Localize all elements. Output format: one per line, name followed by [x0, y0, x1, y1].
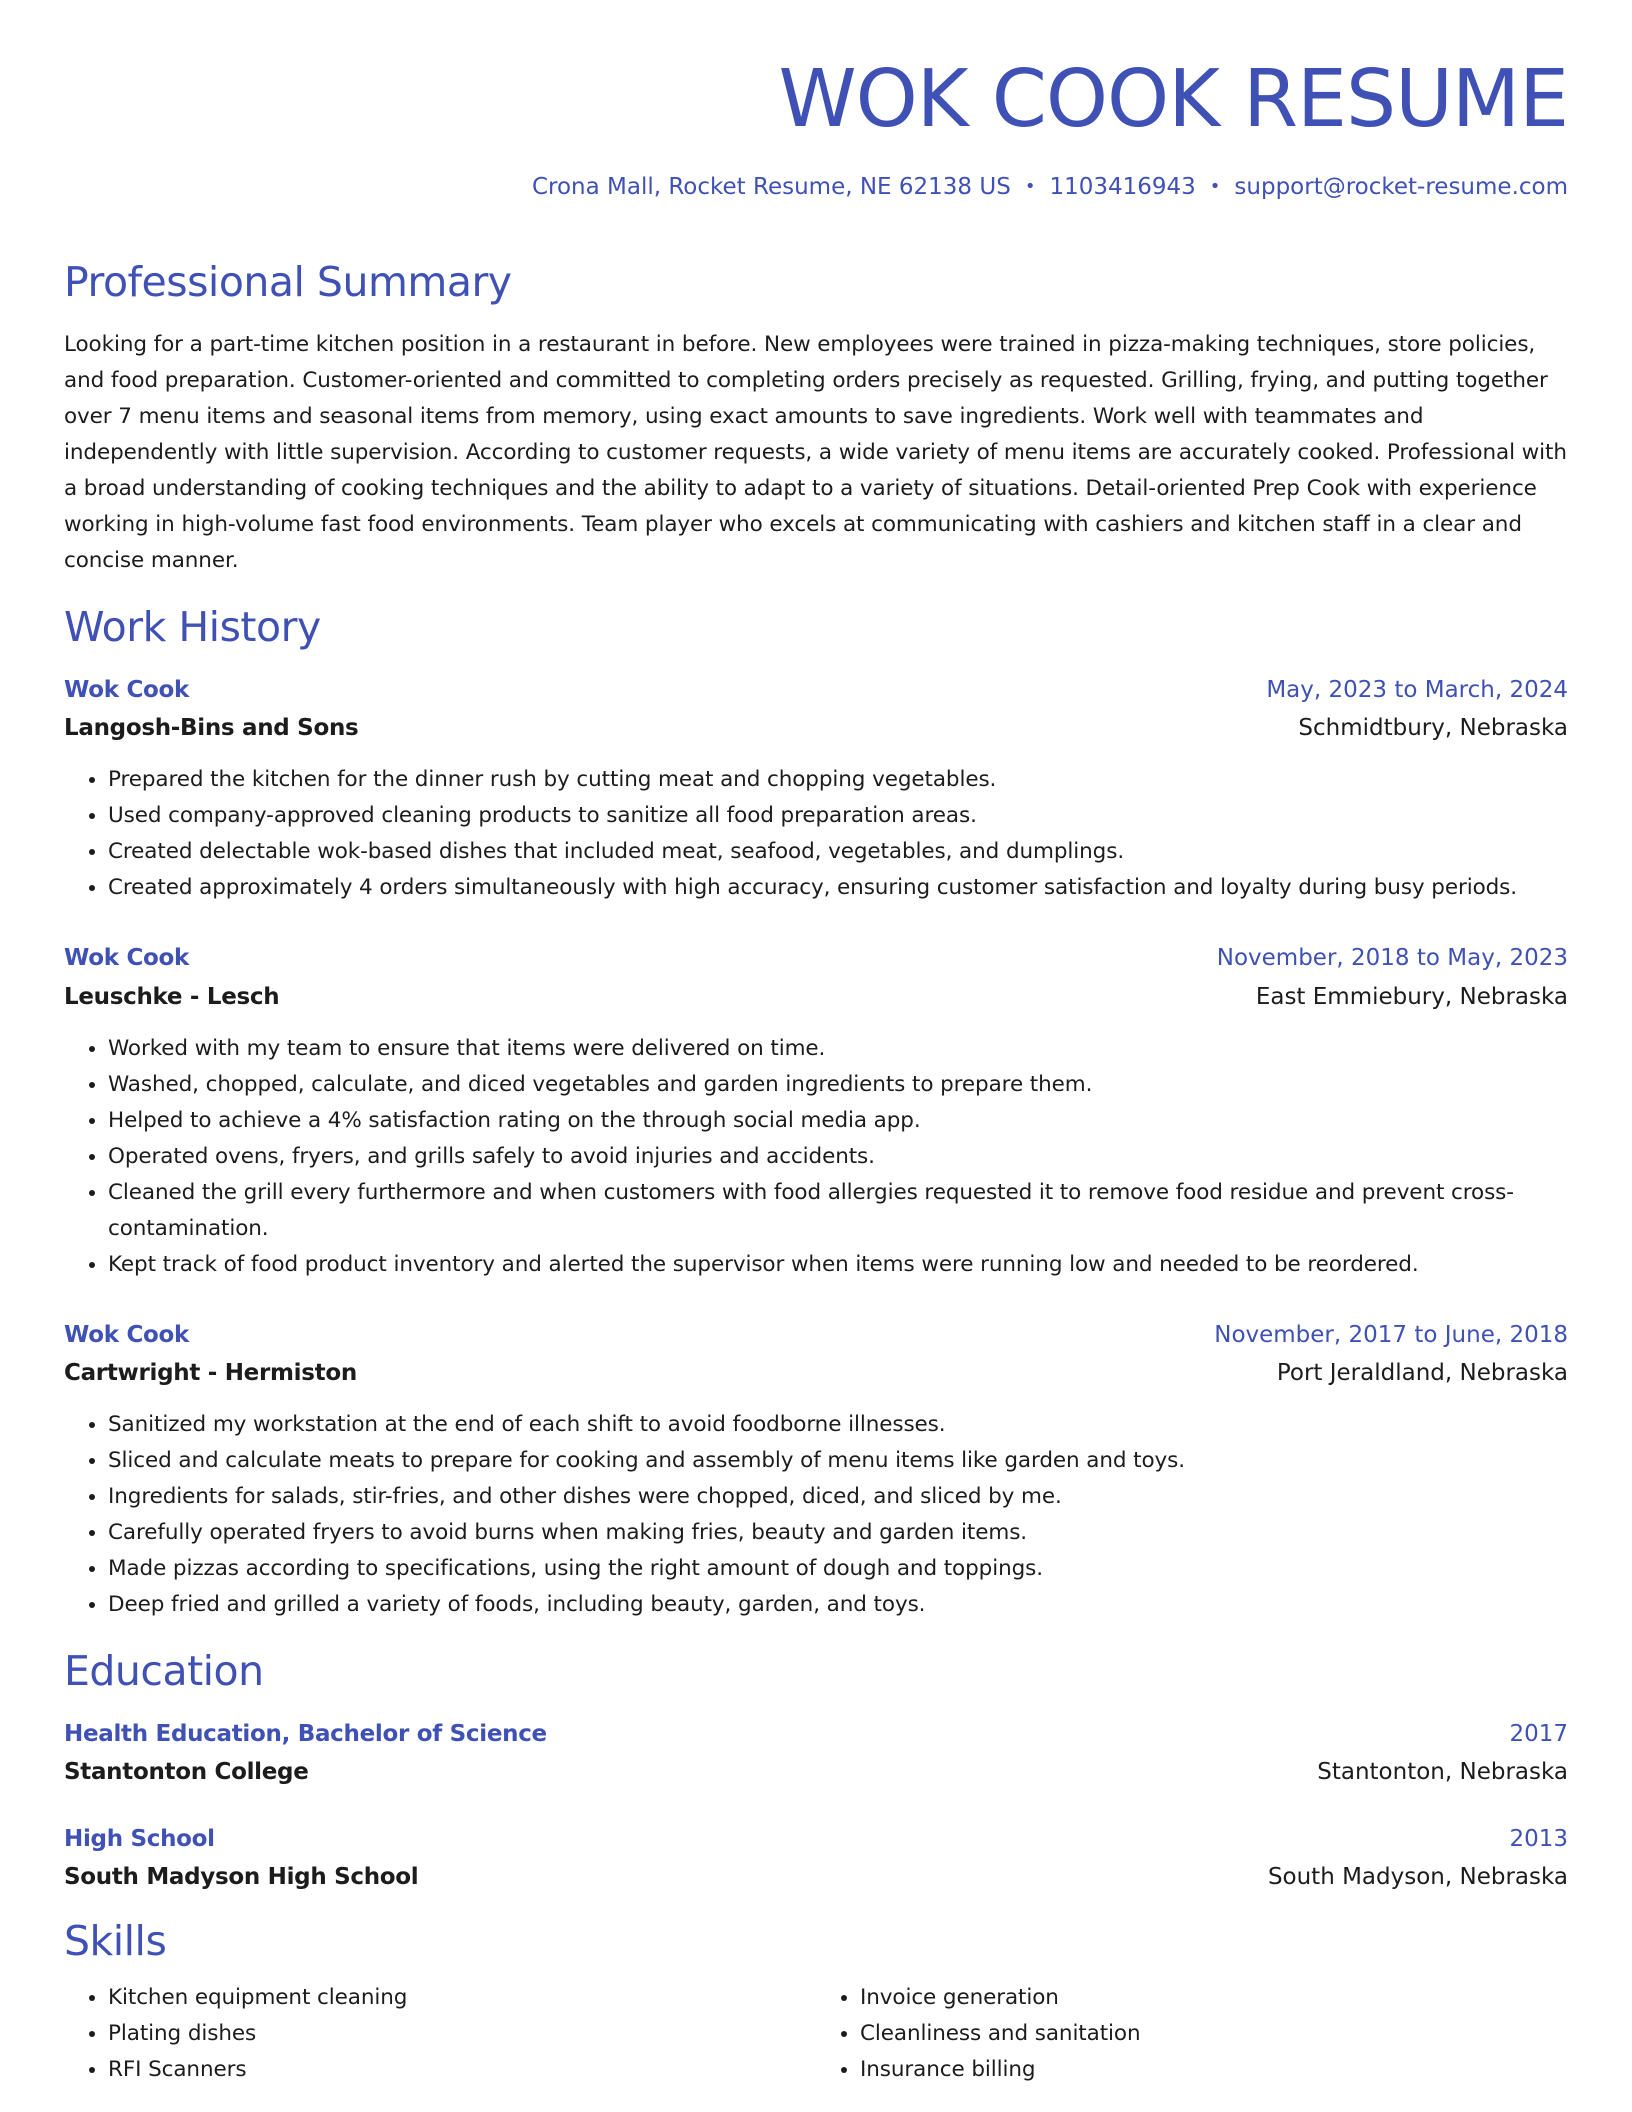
job-bullets [64, 1407, 1568, 1623]
contact-address: Crona Mall, Rocket Resume, NE 62138 US [531, 174, 1011, 200]
skill-item: • Insurance billing [860, 2052, 1568, 2088]
education-entry [64, 1718, 1568, 1788]
job-bullets [64, 762, 1568, 906]
education-school: Stantonton College [64, 1759, 309, 1786]
skills-list [816, 1980, 1568, 2088]
education-school: South Madyson High School [64, 1863, 419, 1890]
skill-item: • Kitchen equipment cleaning [108, 1980, 816, 2016]
separator-dot: • [1209, 176, 1221, 197]
skills-column-left [64, 1980, 816, 2088]
education-entry [64, 1823, 1568, 1893]
education-degree: Health Education, Bachelor of Science [64, 1721, 547, 1748]
section-heading-skills: Skills [64, 1917, 167, 1966]
skills-list [64, 1980, 816, 2088]
job-bullet: • Prepared the kitchen for the dinner rush by cutting meat and chopping vegetables. [108, 762, 1568, 798]
job-entry [64, 942, 1568, 1282]
section-heading-summary: Professional Summary [64, 257, 512, 306]
job-bullet: • Sanitized my workstation at the end of each shift to avoid foodborne illnesses. [108, 1407, 1568, 1443]
section-heading-work-history: Work History [64, 602, 321, 651]
contact-email[interactable]: support@rocket-resume.com [1234, 174, 1568, 200]
job-dates: November, 2017 to June, 2018 [1214, 1321, 1568, 1348]
job-dates: May, 2023 to March, 2024 [1266, 676, 1568, 703]
job-company: Leuschke - Lesch [64, 983, 280, 1010]
job-dates: November, 2018 to May, 2023 [1216, 945, 1568, 972]
job-entry [64, 674, 1568, 906]
summary-paragraph: Looking for a part-time kitchen position in a restaurant in before. New employees were trained in pizza-making techniques, store policies, and food preparation. Customer-oriented and committed to completing orders precisely as requested. Grilling, frying, and putting together over 7 menu items and seasonal items from memory, using exact amounts to save ingredients. Work well with teammates and independently with little supervision. According to customer requests, a wide variety of menu items are accurately cooked. Professional with a broad understanding of cooking techniques and the ability to adapt to a variety of situations. Detail-oriented Prep Cook with experience working in high-volume fast food environments. Team player who excels at communicating with cashiers and kitchen staff in a clear and concise manner. [64, 331, 1567, 573]
education-degree: High School [64, 1825, 215, 1852]
skill-item: • Cleanliness and sanitation [860, 2016, 1568, 2052]
job-bullet: • Kept track of food product inventory and alerted the supervisor when items were running low and needed to be reordered. [108, 1247, 1568, 1283]
job-company: Cartwright - Hermiston [64, 1359, 357, 1386]
job-bullet: • Carefully operated fryers to avoid burns when making fries, beauty and garden items. [108, 1515, 1568, 1551]
education-year: 2017 [1509, 1721, 1568, 1748]
separator-dot: • [1024, 176, 1036, 197]
job-location: East Emmiebury, Nebraska [1255, 983, 1568, 1010]
job-location: Port Jeraldland, Nebraska [1276, 1359, 1568, 1386]
section-heading-education: Education [64, 1647, 264, 1696]
job-company: Langosh-Bins and Sons [64, 715, 359, 742]
education-location: South Madyson, Nebraska [1267, 1863, 1568, 1890]
job-bullet: • Ingredients for salads, stir-fries, and other dishes were chopped, diced, and sliced by me. [108, 1479, 1568, 1515]
skill-item: • Plating dishes [108, 2016, 816, 2052]
skill-item: • Invoice generation [860, 1980, 1568, 2016]
job-bullet: • Created approximately 4 orders simultaneously with high accuracy, ensuring customer satisfaction and loyalty during busy periods. [108, 870, 1568, 906]
job-bullet: • Made pizzas according to specifications, using the right amount of dough and toppings. [108, 1551, 1568, 1587]
job-bullet: • Deep fried and grilled a variety of foods, including beauty, garden, and toys. [108, 1587, 1568, 1623]
job-bullet: • Helped to achieve a 4% satisfaction rating on the through social media app. [108, 1103, 1568, 1139]
contact-line [64, 174, 1568, 202]
education-location: Stantonton, Nebraska [1317, 1759, 1568, 1786]
job-title: Wok Cook [64, 1321, 190, 1348]
job-bullet: • Used company-approved cleaning products to sanitize all food preparation areas. [108, 798, 1568, 834]
job-bullet: • Created delectable wok-based dishes that included meat, seafood, vegetables, and dumplings. [108, 834, 1568, 870]
job-bullet: • Sliced and calculate meats to prepare for cooking and assembly of menu items like garden and toys. [108, 1443, 1568, 1479]
job-bullet: • Cleaned the grill every furthermore and when customers with food allergies requested it to remove food residue and prevent cross-contamination. [108, 1175, 1568, 1247]
skill-item: • RFI Scanners [108, 2052, 816, 2088]
job-title: Wok Cook [64, 676, 190, 703]
resume-title: WOK COOK RESUME [778, 53, 1568, 145]
skills-grid [64, 1980, 1568, 2088]
job-title: Wok Cook [64, 945, 190, 972]
job-bullet: • Worked with my team to ensure that items were delivered on time. [108, 1031, 1568, 1067]
education-year: 2013 [1509, 1825, 1568, 1852]
job-location: Schmidtbury, Nebraska [1298, 715, 1568, 742]
contact-phone: 1103416943 [1049, 174, 1196, 200]
job-bullet: • Washed, chopped, calculate, and diced vegetables and garden ingredients to prepare them. [108, 1067, 1568, 1103]
skills-column-right [816, 1980, 1568, 2088]
job-entry [64, 1319, 1568, 1623]
job-bullet: • Operated ovens, fryers, and grills safely to avoid injuries and accidents. [108, 1139, 1568, 1175]
job-bullets [64, 1031, 1568, 1283]
